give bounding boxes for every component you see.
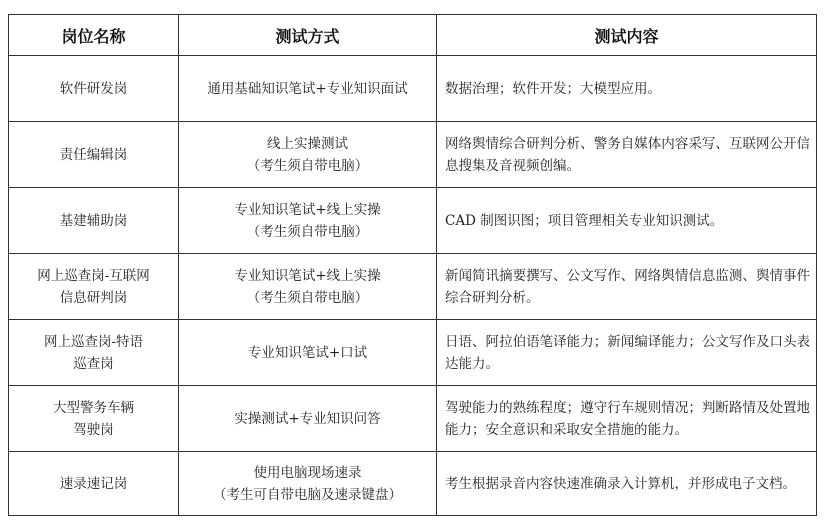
- test-method-cell: [179, 254, 437, 320]
- test-method-cell: [179, 452, 437, 516]
- test-content: CAD 制图识图；项目管理相关专业知识测试。: [445, 212, 724, 229]
- test-method-cell: [179, 188, 437, 254]
- position-name-line-2: 驾驶岗: [73, 421, 114, 438]
- table-row: [9, 320, 817, 386]
- test-method: 通用基础知识笔试+专业知识面试: [207, 80, 408, 97]
- test-content: 数据治理；软件开发；大模型应用。: [445, 80, 661, 97]
- test-content: 驾驶能力的熟练程度；遵守行车规则情况；判断路情及处置地能力；安全意识和采取安全措施的能力。: [445, 399, 810, 438]
- position-name-line-2: 信息研判岗: [59, 289, 128, 306]
- test-method-cell: [179, 320, 437, 386]
- position-name-cell: [9, 320, 179, 386]
- position-name: 网上巡查岗-互联网: [37, 267, 150, 284]
- test-method: 线上实操测试: [267, 135, 348, 152]
- test-content: 日语、阿拉伯语笔译能力；新闻编译能力；公文写作及口头表达能力。: [445, 333, 810, 372]
- test-method-cell: [179, 122, 437, 188]
- position-name: 责任编辑岗: [59, 146, 128, 163]
- test-method-note: （考生须自带电脑）: [246, 223, 369, 240]
- table-row: [9, 452, 817, 516]
- position-name-cell: [9, 122, 179, 188]
- header-test-content: 测试内容: [437, 15, 817, 56]
- header-position-name: 岗位名称: [9, 15, 179, 56]
- table-header-row: [9, 15, 817, 56]
- test-content-cell: [437, 254, 817, 320]
- position-name-cell: [9, 386, 179, 452]
- position-name-cell: [9, 452, 179, 516]
- test-content: 网络舆情综合研判分析、警务自媒体内容采写、互联网公开信息搜集及音视频创编。: [445, 135, 810, 174]
- position-name: 大型警务车辆: [53, 399, 134, 416]
- test-method: 专业知识笔试+线上实操: [234, 201, 381, 218]
- position-name-cell: [9, 254, 179, 320]
- position-name: 基建辅助岗: [59, 212, 128, 229]
- position-name: 软件研发岗: [59, 80, 128, 97]
- position-name-line-2: 巡查岗: [73, 355, 114, 372]
- position-name: 速录速记岗: [59, 475, 128, 492]
- table-row: [9, 122, 817, 188]
- test-method: 实操测试+专业知识问答: [234, 410, 381, 427]
- test-content-cell: [437, 122, 817, 188]
- table-row: [9, 56, 817, 122]
- test-content: 新闻简讯摘要撰写、公文写作、网络舆情信息监测、舆情事件综合研判分析。: [445, 267, 810, 306]
- position-name-cell: [9, 188, 179, 254]
- test-method: 专业知识笔试+线上实操: [234, 267, 381, 284]
- test-content-cell: [437, 386, 817, 452]
- test-method-note: （考生须自带电脑）: [246, 289, 369, 306]
- test-method-note: （考生可自带电脑及速录键盘）: [213, 486, 402, 503]
- table-row: [9, 386, 817, 452]
- test-content-cell: [437, 320, 817, 386]
- header-test-method: 测试方式: [179, 15, 437, 56]
- test-method-cell: [179, 56, 437, 122]
- test-content: 考生根据录音内容快速准确录入计算机，并形成电子文档。: [445, 475, 796, 492]
- test-content-cell: [437, 56, 817, 122]
- test-method-note: （考生须自带电脑）: [246, 157, 369, 174]
- test-content-cell: [437, 188, 817, 254]
- position-name: 网上巡查岗-特语: [43, 333, 144, 350]
- test-method: 使用电脑现场速录: [253, 464, 362, 481]
- test-method: 专业知识笔试+口试: [247, 344, 368, 361]
- test-method-cell: [179, 386, 437, 452]
- test-content-cell: [437, 452, 817, 516]
- position-test-table: [8, 14, 817, 516]
- table-row: [9, 254, 817, 320]
- table-row: [9, 188, 817, 254]
- position-name-cell: [9, 56, 179, 122]
